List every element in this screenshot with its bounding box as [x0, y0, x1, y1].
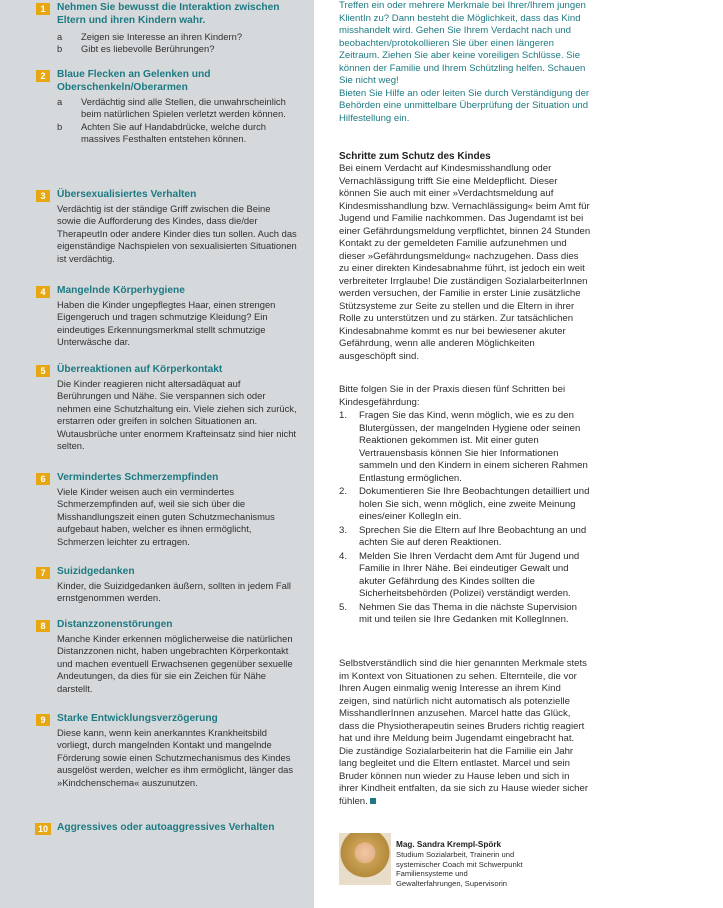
steps-intro: Bitte folgen Sie in der Praxis diesen fünf Schritten bei Kindesgefährdung: [339, 384, 566, 408]
item-title: Blaue Flecken an Gelenken und Oberschenkeln/Oberarmen [57, 69, 211, 93]
item-title: Nehmen Sie bewusst die Interaktion zwischen Eltern und ihren Kindern wahr. [57, 2, 280, 26]
sub-item: a Zeigen sie Interesse an ihren Kindern? [57, 31, 243, 42]
item-body: Manche Kinder erkennen möglicherweise die natürlichen Distanzzonen nicht, haben ungebrachten Körperkontakt und machen eventuell Erwachsenen gegenüber sexuelle Andeutungen, da dies für sie ein Zeichen für Nähe darstellt. [57, 633, 293, 694]
item-number-badge: 8 [36, 620, 50, 632]
closing-paragraph: Selbstverständlich sind die hier genannten Merkmale stets im Kontext von Situationen zu sehen. Elternteile, die vor Ihren Augen einmalig wenig Interesse an ihrem Kind zeigen, sind natürlich nicht automatisch als potenzielle MisshandlerInnen anzusehen. Marcel hatte das Glück, dass die Physiotherapeutin seines Bruders richtig reagiert hat und ihre Meldung beim Jugendamt eingebracht hat. Die zuständige Sozialarbeiterin hat die Familie ein Jahr lang begleitet und die Eltern entlastet. Marcel und sein Bruder können nun wieder zu Hause leben und sich in ihrer Kindheit entfalten, da sie sich zu Hause wieder sicher fühlen. [339, 658, 589, 807]
item-title: Distanzzonenstörungen [57, 619, 173, 630]
item-body: Diese kann, wenn kein anerkanntes Krankheitsbild vorliegt, durch mangelnden Kontakt und mangelnde Förderung sowie einen Schutzmechanismus des Kindes ausgelöst werden, welcher es ihm ermöglicht, länger das »Kindchenschema« auszunutzen. [57, 727, 294, 788]
item-title: Übersexualisiertes Verhalten [57, 189, 197, 200]
sub-item: b Gibt es liebevolle Berührungen? [57, 43, 215, 55]
sub-item: b Achten Sie auf Handabdrücke, welche durch massives Festhalten entstehen können. [57, 120, 267, 145]
end-mark-icon [370, 798, 376, 804]
item-body [57, 96, 297, 146]
author-photo [339, 833, 391, 885]
item-number-badge: 2 [36, 70, 50, 82]
left-sidebar-panel [0, 0, 314, 908]
item-body [57, 31, 297, 56]
item-number-badge: 3 [36, 190, 50, 202]
steps-list [339, 410, 591, 628]
item-title: Starke Entwicklungsverzögerung [57, 713, 218, 724]
item-number-badge: 4 [36, 286, 50, 298]
item-body: Kinder, die Suizidgedanken äußern, sollten in jedem Fall ernstgenommen werden. [57, 580, 291, 604]
item-title: Vermindertes Schmerzempfinden [57, 472, 219, 483]
item-body: Die Kinder reagieren nicht altersadäquat auf Berührungen und Nähe. Sie verspannen sich oder nehmen eine Schutzhaltung ein. Viele ziehen sich zurück, erstarren oder greifen in solchen Situationen an. Wutausbrüche unter enormem Krafteinsatz sind hier nicht selten. [57, 378, 297, 452]
intro-teal-text: Treffen ein oder mehrere Merkmale bei Ihrer/Ihrem jungen KlientIn zu? Dann besteht die Möglichkeit, dass das Kind misshandelt wird. Gehen Sie Ihrem Verdacht nach und beobachten/protokollieren Sie über einen längeren Zeitraum. Ziehen Sie aber keine voreiligen Schlüsse. Sie können der Familie und Ihrem Schützling helfen. Schauen Sie nicht weg! Bieten Sie Hilfe an oder leiten Sie durch Verständigung der Behörden eine unmittelbare Überprüfung der Situation und Hilfestellung ein. [339, 0, 590, 124]
step-item: 1. Fragen Sie das Kind, wenn möglich, wie es zu den Blutergüssen, der mangelnden Hygiene oder seinen Reaktionen gekommen ist. Mit einer guten Vertrauensbasis können Sie hier Informationen sammeln und den Kindern in einem sicheren Rahmen Entlastung ermöglichen. [339, 410, 588, 484]
step-item: 2. Dokumentieren Sie Ihre Beobachtungen detailliert und holen Sie sich, wenn möglich, eine zweite Meinung eines/einer KollegIn ein. [339, 486, 590, 522]
sub-item: a Verdächtig sind alle Stellen, die unwahrscheinlich beim natürlichen Spielen verletzt werden können. [57, 96, 286, 120]
item-number-badge: 1 [36, 3, 50, 15]
step-item: 5. Nehmen Sie das Thema in die nächste Supervision mit und teilen sie Ihre Gedanken mit KollegInnen. [339, 601, 577, 625]
step-item: 3. Sprechen Sie die Eltern auf Ihre Beobachtung an und achten Sie auf deren Reaktionen. [339, 524, 587, 548]
item-number-badge: 6 [36, 473, 50, 485]
item-body: Haben die Kinder ungepflegtes Haar, einen strengen Eigengeruch und tragen schmutzige Kleidung? Ein eindeutiges Erkennungsmerkmal stellt schmutzige Unterwäsche dar. [57, 299, 276, 348]
item-title: Aggressives oder autoaggressives Verhalten [57, 822, 275, 833]
item-body: Verdächtig ist der ständige Griff zwischen die Beine sowie die Aufforderung des Kindes, dass die/der TherapeutIn oder andere Kinder dies tun sollen. Auch das eigenständige Nachspielen von sexualisierten Situationen ist verdächtig. [57, 203, 297, 264]
item-number-badge: 7 [36, 567, 50, 579]
body-paragraph: Bei einem Verdacht auf Kindesmisshandlung oder Vernachlässigung trifft Sie eine Meldepflicht. Dieser können Sie auch mit einer »Verdachtsmeldung auf Kindesmisshandlung bzw. Vernachlässigung« beim Amt für Jugend und Familie nachkommen. Das Jugendamt ist bei einer Gefährdungsmeldung verpflichtet, binnen 24 Stunden Kontakt zu der gemeldeten Familie aufzunehmen und dieser »Gefährdungsmeldung« nachzugehen. Dass dies zu einer direkten Kindesabnahme führt, ist jedoch ein weit verbreiteter Irrglaube! Die zuständigen SozialarbeiterInnen werden versuchen, der Familie in erster Linie zusätzliche Stützsysteme zur Seite zu stellen und die Eltern in ihrer Rolle zu unterstützen und zu stärken. Zur tatsächlichen Kindesabnahme kommt es nur bei bewiesener akuter Gefährdung, wenn alle anderen Möglichkeiten ausgeschöpft sind. [339, 163, 591, 362]
item-body: Viele Kinder weisen auch ein vermindertes Schmerzempfinden auf, weil sie sich über die Misshandlungszeit einen guten Schutzmechanismus aufgebaut haben, welcher es ihnen ermöglicht, Schmerzen leichter zu ertragen. [57, 486, 275, 547]
section-title: Schritte zum Schutz des Kindes [339, 151, 491, 162]
item-number-badge: 9 [36, 714, 50, 726]
item-title: Mangelnde Körperhygiene [57, 285, 185, 296]
item-title: Überreaktionen auf Körperkontakt [57, 364, 223, 375]
item-title: Suizidgedanken [57, 566, 135, 577]
step-item: 4. Melden Sie Ihren Verdacht dem Amt für Jugend und Familie in Ihrer Nähe. Bei eindeutiger Gewalt und akuter Gefährdung des Kindes sollten die Sicherheitsbehörden (Polizei) verständigt werden. [339, 550, 580, 599]
item-number-badge: 10 [35, 823, 51, 835]
item-number-badge: 5 [36, 365, 50, 377]
author-name: Mag. Sandra Krempl-Spörk [396, 840, 502, 849]
author-description: Studium Sozialarbeit, Trainerin und systemischer Coach mit Schwerpunkt Familiensysteme und Gewalterfahrungen, Supervisorin [396, 850, 523, 889]
